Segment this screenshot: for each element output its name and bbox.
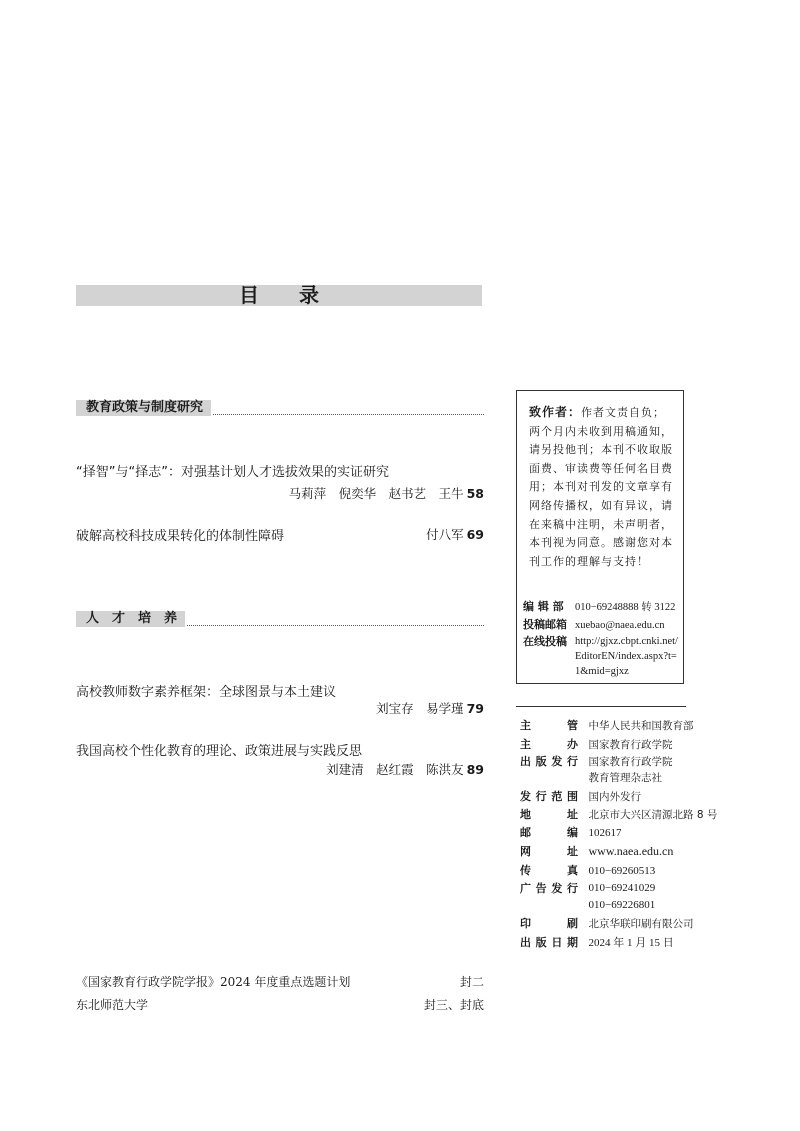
author-notice-box <box>516 390 684 684</box>
toc-title: 目录 <box>239 283 359 307</box>
masthead-row <box>520 788 720 804</box>
masthead-value: 中华人民共和国教育部 <box>588 720 694 732</box>
masthead-label: 邮编 <box>520 826 578 839</box>
masthead-value: 北京市大兴区清源北路 8 号 <box>588 809 718 821</box>
url-part: http://gjxz.cbpt.cnki.net/ <box>575 636 678 647</box>
author-notice-text <box>529 403 675 571</box>
masthead-row <box>520 934 720 950</box>
contact-email-link[interactable]: xuebao@naea.edu.cn <box>575 620 665 631</box>
toc-entry-title[interactable]: 破解高校科技成果转化的体制性障碍 <box>76 529 285 544</box>
masthead-label: 主办 <box>520 738 578 751</box>
masthead-value: 010−69260513 <box>588 865 656 877</box>
masthead-label: 出版日期 <box>520 936 578 949</box>
footer-entry-location: 封三、封底 <box>423 998 484 1012</box>
masthead-value-line: 010−69226801 <box>588 899 656 911</box>
masthead-value: 102617 <box>588 827 622 839</box>
contact-email <box>523 616 683 632</box>
masthead-row <box>520 806 720 822</box>
masthead-value-line: 国家教育行政学院 <box>588 756 673 768</box>
masthead-label: 广告发行 <box>520 882 578 895</box>
contact-value: 010−69248888 转 3122 <box>575 602 676 613</box>
divider <box>516 706 686 707</box>
toc-entry-page[interactable]: 89 <box>466 762 484 777</box>
masthead-label: 出版发行 <box>520 755 578 768</box>
masthead-row <box>520 862 720 878</box>
masthead-value <box>589 880 656 914</box>
dotted-leader <box>187 625 484 626</box>
masthead-value <box>589 754 673 786</box>
contact-label: 投稿邮箱 <box>523 618 567 631</box>
toc-entry-byline <box>426 525 484 543</box>
toc-entry-title[interactable]: “择智”与“择志”：对强基计划人才选拔效果的实证研究 <box>76 465 389 480</box>
masthead-label: 传真 <box>520 864 578 877</box>
notice-lead: 致作者： <box>529 405 582 419</box>
contact-online <box>523 634 683 679</box>
masthead-row <box>520 736 720 752</box>
masthead-row <box>520 824 720 840</box>
section-label: 教育政策与制度研究 <box>76 400 211 416</box>
section-header-talent <box>76 611 484 627</box>
toc-entry-page[interactable]: 79 <box>466 701 484 716</box>
footer-entry-location: 封二 <box>459 975 484 989</box>
masthead-value: 国家教育行政学院 <box>588 739 673 751</box>
masthead-value: 国内外发行 <box>588 791 641 803</box>
contact-label: 编 辑 部 <box>523 600 564 613</box>
section-label: 人 才 培 养 <box>76 611 185 627</box>
toc-entry-authors: 刘宝存 易学瑾 <box>376 701 464 716</box>
toc-entry-page[interactable]: 69 <box>466 527 484 542</box>
toc-entry-title[interactable]: 高校教师数字素养框架：全球图景与本土建议 <box>76 685 337 700</box>
masthead-label: 印刷 <box>520 917 578 930</box>
masthead-label: 地址 <box>520 808 578 821</box>
toc-entry-page[interactable]: 58 <box>466 486 484 501</box>
url-part: EditorEN/index.aspx?t= <box>575 651 677 662</box>
masthead-value: 北京华联印刷有限公司 <box>588 918 694 930</box>
contact-editorial <box>523 598 683 614</box>
contact-online-link[interactable] <box>575 634 681 679</box>
website-link[interactable]: www.naea.edu.cn <box>588 844 674 858</box>
toc-entry-authors: 付八军 <box>426 527 464 542</box>
toc-entry-title[interactable]: 我国高校个性化教育的理论、政策进展与实践反思 <box>76 744 363 759</box>
masthead-row <box>520 880 720 914</box>
masthead-row <box>520 717 720 733</box>
masthead-value: 2024 年 1 月 15 日 <box>588 937 674 949</box>
masthead-label: 发行范围 <box>520 790 578 803</box>
dotted-leader <box>213 414 484 415</box>
notice-body: 作者文责自负；两个月内未收到用稿通知，请另投他刊；本刊不收取版面费、审读费等任何名目费用；本刊对刊发的文章享有网络传播权，如有异议，请在来稿中注明，未声明者，本刊视为同意。感谢您对本刊工作的理解与支持！ <box>529 406 673 568</box>
footer-entry-title[interactable]: 东北师范大学 <box>76 998 149 1012</box>
masthead-value-line: 010−69241029 <box>588 882 656 894</box>
masthead-row <box>520 915 720 931</box>
toc-entry-authors: 马莉萍 倪奕华 赵书艺 王牛 <box>288 486 464 501</box>
section-header-policy <box>76 400 484 416</box>
toc-entry-byline <box>376 699 484 717</box>
footer-entry-title[interactable]: 《国家教育行政学院学报》2024 年度重点选题计划 <box>76 975 351 989</box>
toc-entry-byline <box>326 760 484 778</box>
toc-entry-byline <box>289 484 484 502</box>
contact-label: 在线投稿 <box>523 635 567 648</box>
masthead-value-line: 教育管理杂志社 <box>588 772 662 784</box>
masthead-row <box>520 843 720 859</box>
masthead-row <box>520 754 720 786</box>
masthead-label: 主管 <box>520 719 578 732</box>
masthead-label: 网址 <box>520 845 578 858</box>
toc-title-bar <box>76 285 482 306</box>
toc-entry-authors: 刘建清 赵红霞 陈洪友 <box>326 762 464 777</box>
url-part: 1&mid=gjxz <box>575 666 629 677</box>
